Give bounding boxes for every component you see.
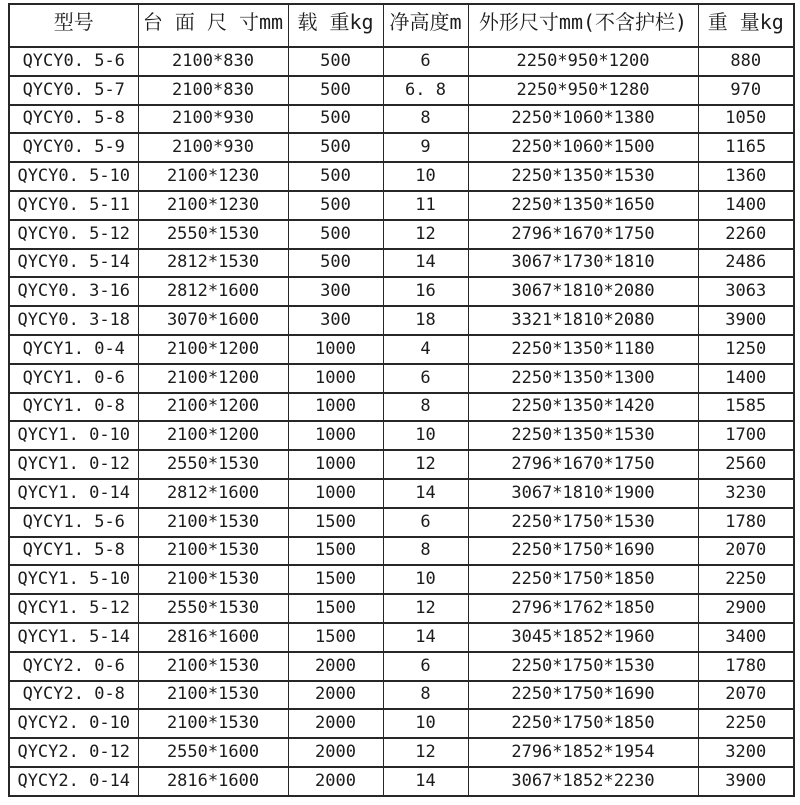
cell-overall-size-mm: 2250*1750*1850: [468, 709, 698, 738]
cell-overall-size-mm: 3067*1810*1900: [468, 479, 698, 508]
table-row: [9, 681, 794, 710]
cell-weight-kg: 1780: [698, 508, 794, 537]
cell-platform-size-mm: 2816*1600: [138, 767, 288, 796]
cell-platform-size-mm: 2100*1530: [138, 565, 288, 594]
cell-model: QYCY1. 5-10: [9, 565, 138, 594]
table-row: [9, 191, 794, 220]
cell-weight-kg: 2070: [698, 537, 794, 566]
cell-overall-size-mm: 2250*1350*1420: [468, 393, 698, 422]
cell-model: QYCY2. 0-12: [9, 738, 138, 767]
cell-overall-size-mm: 2250*1350*1180: [468, 335, 698, 364]
cell-weight-kg: 2260: [698, 220, 794, 249]
cell-weight-kg: 2560: [698, 450, 794, 479]
cell-overall-size-mm: 3067*1810*2080: [468, 277, 698, 306]
cell-model: QYCY1. 0-14: [9, 479, 138, 508]
cell-weight-kg: 2900: [698, 594, 794, 623]
cell-net-height-m: 4: [383, 335, 468, 364]
cell-load-kg: 500: [288, 249, 383, 278]
table-row: [9, 133, 794, 162]
table-row: [9, 738, 794, 767]
cell-platform-size-mm: 2100*1530: [138, 709, 288, 738]
cell-load-kg: 1000: [288, 450, 383, 479]
cell-net-height-m: 9: [383, 133, 468, 162]
cell-net-height-m: 14: [383, 249, 468, 278]
table-row: [9, 623, 794, 652]
cell-overall-size-mm: 2250*1750*1690: [468, 681, 698, 710]
table-row: [9, 508, 794, 537]
cell-load-kg: 1000: [288, 364, 383, 393]
cell-net-height-m: 12: [383, 450, 468, 479]
cell-net-height-m: 14: [383, 479, 468, 508]
cell-platform-size-mm: 2100*1530: [138, 508, 288, 537]
header-cell-weight-kg: 重 量kg: [698, 4, 794, 47]
cell-net-height-m: 6: [383, 652, 468, 681]
cell-weight-kg: 2250: [698, 565, 794, 594]
cell-weight-kg: 3200: [698, 738, 794, 767]
cell-load-kg: 1500: [288, 594, 383, 623]
cell-net-height-m: 8: [383, 537, 468, 566]
table-row: [9, 594, 794, 623]
table-head: [9, 4, 794, 47]
cell-platform-size-mm: 2812*1600: [138, 277, 288, 306]
cell-weight-kg: 880: [698, 47, 794, 76]
cell-load-kg: 1000: [288, 335, 383, 364]
cell-platform-size-mm: 2812*1600: [138, 479, 288, 508]
cell-model: QYCY1. 0-4: [9, 335, 138, 364]
cell-load-kg: 1500: [288, 565, 383, 594]
cell-overall-size-mm: 3067*1852*2230: [468, 767, 698, 796]
cell-model: QYCY0. 5-9: [9, 133, 138, 162]
table-row: [9, 537, 794, 566]
cell-model: QYCY0. 5-10: [9, 162, 138, 191]
header-cell-overall-size-mm: 外形尺寸mm(不含护栏): [468, 4, 698, 47]
cell-model: QYCY0. 5-11: [9, 191, 138, 220]
product-spec-table: [8, 3, 795, 797]
cell-platform-size-mm: 2100*1530: [138, 537, 288, 566]
cell-weight-kg: 3400: [698, 623, 794, 652]
cell-weight-kg: 1165: [698, 133, 794, 162]
cell-load-kg: 500: [288, 105, 383, 134]
cell-net-height-m: 12: [383, 738, 468, 767]
cell-weight-kg: 1780: [698, 652, 794, 681]
cell-net-height-m: 14: [383, 767, 468, 796]
cell-weight-kg: 1700: [698, 421, 794, 450]
cell-overall-size-mm: 3067*1730*1810: [468, 249, 698, 278]
table-row: [9, 450, 794, 479]
cell-platform-size-mm: 2100*1230: [138, 191, 288, 220]
cell-net-height-m: 10: [383, 709, 468, 738]
cell-model: QYCY0. 5-12: [9, 220, 138, 249]
cell-load-kg: 300: [288, 306, 383, 335]
cell-platform-size-mm: 2816*1600: [138, 623, 288, 652]
header-cell-net-height-m: 净高度m: [383, 4, 468, 47]
cell-weight-kg: 3230: [698, 479, 794, 508]
cell-net-height-m: 6: [383, 47, 468, 76]
cell-model: QYCY1. 5-8: [9, 537, 138, 566]
cell-overall-size-mm: 2796*1670*1750: [468, 220, 698, 249]
cell-platform-size-mm: 2100*1200: [138, 421, 288, 450]
table-row: [9, 306, 794, 335]
cell-model: QYCY2. 0-10: [9, 709, 138, 738]
cell-load-kg: 1500: [288, 508, 383, 537]
header-cell-load-kg: 载 重kg: [288, 4, 383, 47]
header-cell-model: 型号: [9, 4, 138, 47]
cell-net-height-m: 18: [383, 306, 468, 335]
cell-model: QYCY0. 3-18: [9, 306, 138, 335]
table-row: [9, 47, 794, 76]
table-body: [9, 47, 794, 796]
cell-overall-size-mm: 2250*1750*1690: [468, 537, 698, 566]
cell-model: QYCY0. 5-6: [9, 47, 138, 76]
cell-net-height-m: 16: [383, 277, 468, 306]
cell-overall-size-mm: 2250*950*1200: [468, 47, 698, 76]
cell-net-height-m: 10: [383, 421, 468, 450]
header-cell-platform-size-mm: 台 面 尺 寸mm: [138, 4, 288, 47]
cell-platform-size-mm: 3070*1600: [138, 306, 288, 335]
table-row: [9, 220, 794, 249]
cell-weight-kg: 2486: [698, 249, 794, 278]
cell-weight-kg: 1585: [698, 393, 794, 422]
cell-model: QYCY1. 0-10: [9, 421, 138, 450]
cell-weight-kg: 1050: [698, 105, 794, 134]
cell-load-kg: 500: [288, 133, 383, 162]
cell-weight-kg: 3900: [698, 306, 794, 335]
cell-model: QYCY0. 5-7: [9, 76, 138, 105]
cell-weight-kg: 1400: [698, 191, 794, 220]
cell-load-kg: 1000: [288, 479, 383, 508]
cell-model: QYCY1. 5-12: [9, 594, 138, 623]
table-row: [9, 652, 794, 681]
cell-load-kg: 2000: [288, 738, 383, 767]
cell-load-kg: 300: [288, 277, 383, 306]
cell-weight-kg: 1360: [698, 162, 794, 191]
cell-net-height-m: 12: [383, 220, 468, 249]
cell-overall-size-mm: 2250*1350*1530: [468, 421, 698, 450]
cell-platform-size-mm: 2100*1530: [138, 652, 288, 681]
cell-platform-size-mm: 2812*1530: [138, 249, 288, 278]
cell-overall-size-mm: 2250*1750*1530: [468, 652, 698, 681]
table-row: [9, 277, 794, 306]
cell-overall-size-mm: 2250*1060*1380: [468, 105, 698, 134]
cell-platform-size-mm: 2100*1200: [138, 364, 288, 393]
cell-model: QYCY1. 0-12: [9, 450, 138, 479]
cell-overall-size-mm: 2250*1350*1300: [468, 364, 698, 393]
table-row: [9, 76, 794, 105]
cell-load-kg: 1500: [288, 537, 383, 566]
cell-model: QYCY0. 5-14: [9, 249, 138, 278]
cell-platform-size-mm: 2100*930: [138, 133, 288, 162]
cell-weight-kg: 1400: [698, 364, 794, 393]
cell-weight-kg: 1250: [698, 335, 794, 364]
cell-overall-size-mm: 2796*1762*1850: [468, 594, 698, 623]
cell-load-kg: 500: [288, 162, 383, 191]
cell-platform-size-mm: 2100*830: [138, 76, 288, 105]
cell-platform-size-mm: 2100*830: [138, 47, 288, 76]
table-row: [9, 364, 794, 393]
cell-overall-size-mm: 2250*1350*1650: [468, 191, 698, 220]
cell-weight-kg: 970: [698, 76, 794, 105]
cell-overall-size-mm: 3045*1852*1960: [468, 623, 698, 652]
cell-platform-size-mm: 2100*1230: [138, 162, 288, 191]
cell-platform-size-mm: 2100*1200: [138, 335, 288, 364]
cell-net-height-m: 6: [383, 508, 468, 537]
cell-overall-size-mm: 2250*1750*1530: [468, 508, 698, 537]
cell-load-kg: 2000: [288, 652, 383, 681]
cell-overall-size-mm: 2250*950*1280: [468, 76, 698, 105]
cell-weight-kg: 2070: [698, 681, 794, 710]
table-row: [9, 767, 794, 796]
cell-platform-size-mm: 2100*1530: [138, 681, 288, 710]
cell-overall-size-mm: 2250*1350*1530: [468, 162, 698, 191]
cell-load-kg: 1000: [288, 421, 383, 450]
table-row: [9, 105, 794, 134]
cell-net-height-m: 8: [383, 393, 468, 422]
cell-platform-size-mm: 2100*1200: [138, 393, 288, 422]
cell-model: QYCY0. 3-16: [9, 277, 138, 306]
cell-model: QYCY2. 0-6: [9, 652, 138, 681]
cell-net-height-m: 12: [383, 594, 468, 623]
cell-load-kg: 1000: [288, 393, 383, 422]
table-row: [9, 709, 794, 738]
cell-load-kg: 500: [288, 220, 383, 249]
cell-load-kg: 2000: [288, 709, 383, 738]
cell-weight-kg: 3900: [698, 767, 794, 796]
table-row: [9, 565, 794, 594]
cell-platform-size-mm: 2550*1530: [138, 220, 288, 249]
cell-load-kg: 1500: [288, 623, 383, 652]
cell-weight-kg: 2250: [698, 709, 794, 738]
table-row: [9, 162, 794, 191]
cell-load-kg: 500: [288, 76, 383, 105]
cell-net-height-m: 6. 8: [383, 76, 468, 105]
cell-model: QYCY1. 0-8: [9, 393, 138, 422]
cell-model: QYCY1. 0-6: [9, 364, 138, 393]
cell-net-height-m: 10: [383, 565, 468, 594]
cell-net-height-m: 8: [383, 681, 468, 710]
cell-model: QYCY2. 0-8: [9, 681, 138, 710]
header-row: [9, 4, 794, 47]
cell-net-height-m: 14: [383, 623, 468, 652]
table-row: [9, 335, 794, 364]
cell-net-height-m: 8: [383, 105, 468, 134]
cell-model: QYCY1. 5-6: [9, 508, 138, 537]
table-row: [9, 393, 794, 422]
table-row: [9, 421, 794, 450]
cell-net-height-m: 6: [383, 364, 468, 393]
cell-platform-size-mm: 2550*1530: [138, 450, 288, 479]
cell-load-kg: 500: [288, 191, 383, 220]
table-row: [9, 249, 794, 278]
cell-load-kg: 500: [288, 47, 383, 76]
cell-net-height-m: 10: [383, 162, 468, 191]
cell-model: QYCY1. 5-14: [9, 623, 138, 652]
cell-model: QYCY2. 0-14: [9, 767, 138, 796]
cell-overall-size-mm: 3321*1810*2080: [468, 306, 698, 335]
cell-net-height-m: 11: [383, 191, 468, 220]
cell-overall-size-mm: 2796*1852*1954: [468, 738, 698, 767]
cell-platform-size-mm: 2550*1600: [138, 738, 288, 767]
cell-platform-size-mm: 2550*1530: [138, 594, 288, 623]
cell-overall-size-mm: 2796*1670*1750: [468, 450, 698, 479]
cell-load-kg: 2000: [288, 767, 383, 796]
cell-platform-size-mm: 2100*930: [138, 105, 288, 134]
cell-overall-size-mm: 2250*1750*1850: [468, 565, 698, 594]
table-row: [9, 479, 794, 508]
cell-overall-size-mm: 2250*1060*1500: [468, 133, 698, 162]
cell-load-kg: 2000: [288, 681, 383, 710]
cell-model: QYCY0. 5-8: [9, 105, 138, 134]
cell-weight-kg: 3063: [698, 277, 794, 306]
